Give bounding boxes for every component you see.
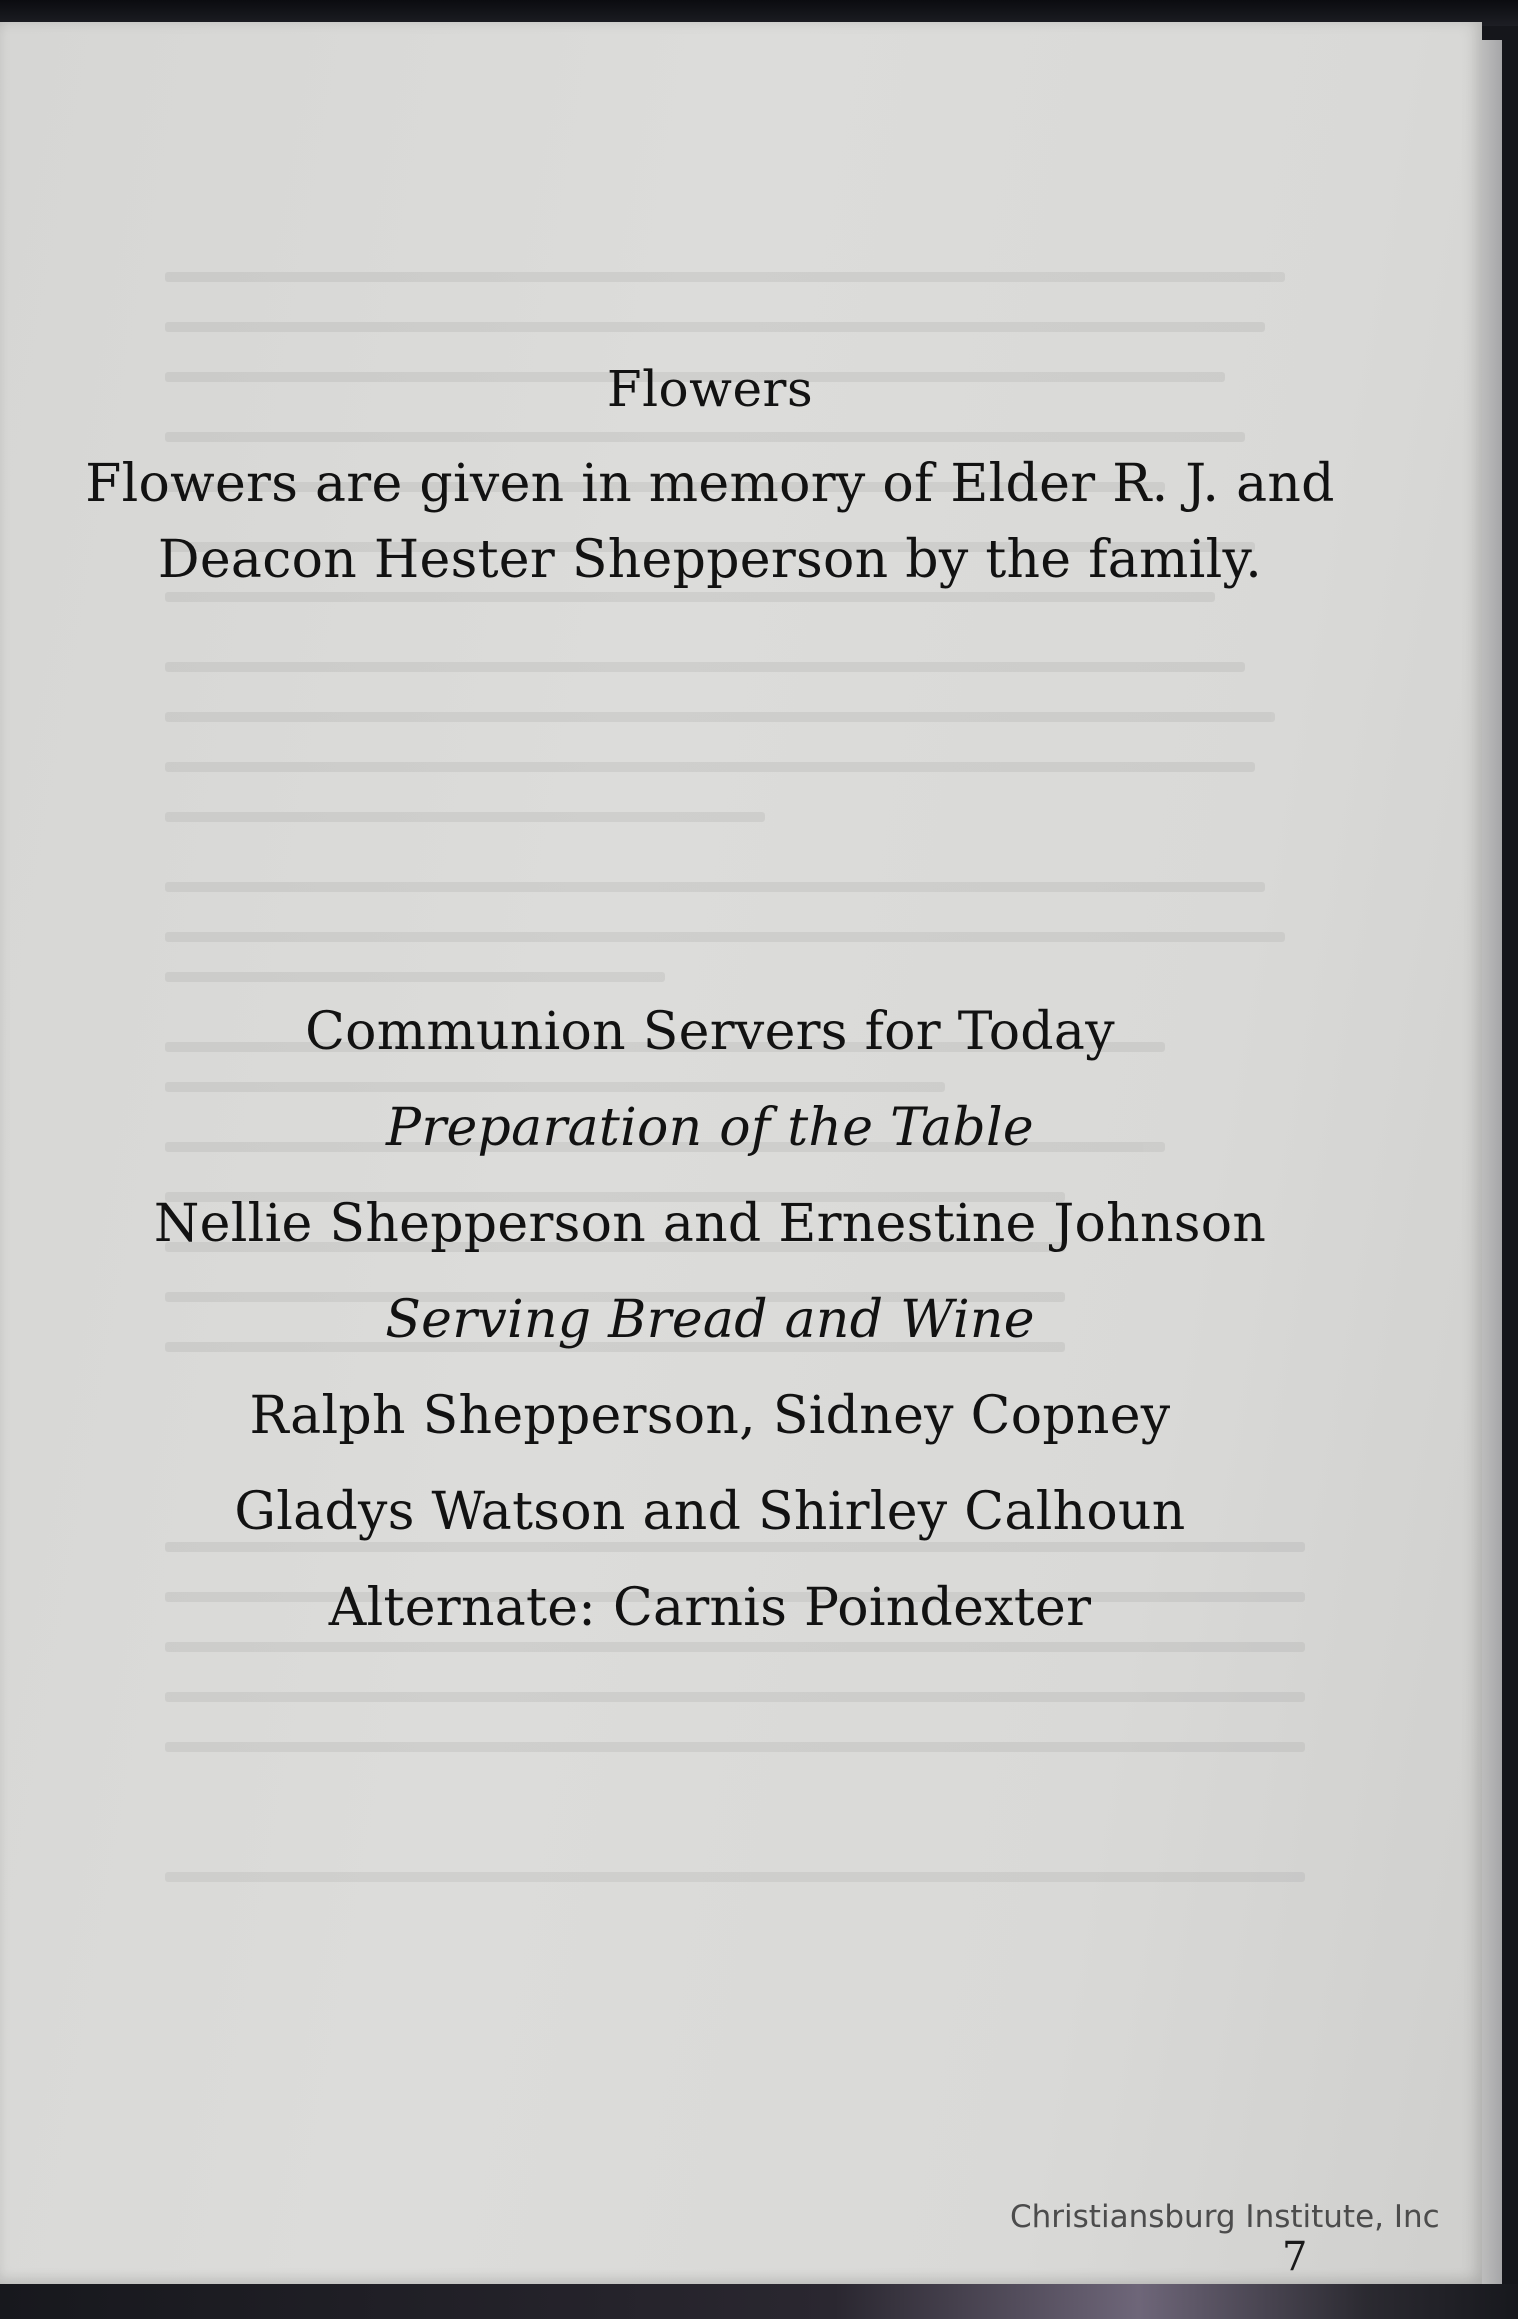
watermark-text: Christiansburg Institute, Inc bbox=[1010, 2199, 1440, 2235]
page-edge bbox=[1482, 40, 1502, 2284]
preparation-heading: Preparation of the Table bbox=[386, 1098, 1034, 1158]
flowers-title: Flowers bbox=[606, 360, 814, 418]
flowers-dedication-line-2: Deacon Hester Shepperson by the family. bbox=[157, 530, 1263, 590]
serving-heading: Serving Bread and Wine bbox=[385, 1290, 1035, 1350]
program-page bbox=[0, 22, 1482, 2284]
page-number: 7 bbox=[1282, 2234, 1308, 2280]
preparation-names: Nellie Shepperson and Ernestine Johnson bbox=[153, 1194, 1267, 1254]
scan-bottom-edge bbox=[0, 2284, 1518, 2319]
flowers-dedication-line-1: Flowers are given in memory of Elder R. J. and bbox=[85, 454, 1335, 514]
alternate-server: Alternate: Carnis Poindexter bbox=[328, 1578, 1092, 1638]
communion-servers-title: Communion Servers for Today bbox=[305, 1002, 1115, 1062]
serving-names-1: Ralph Shepperson, Sidney Copney bbox=[249, 1386, 1171, 1446]
serving-names-2: Gladys Watson and Shirley Calhoun bbox=[234, 1482, 1186, 1542]
